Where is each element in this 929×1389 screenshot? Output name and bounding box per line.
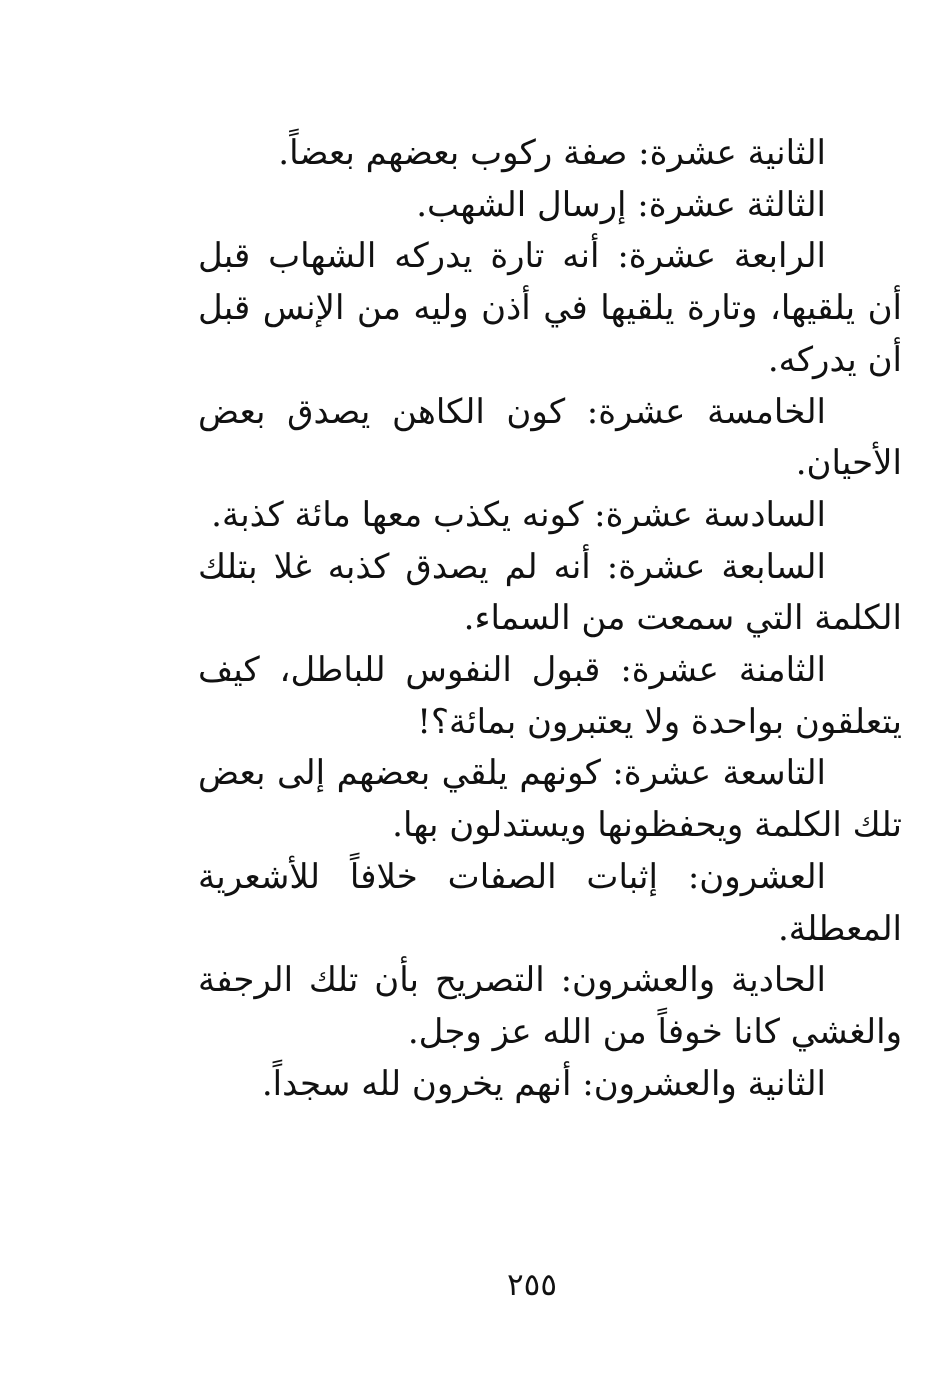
paragraph-3: الرابعة عشرة: أنه تارة يدركه الشهاب قبل أن يلقيها، وتارة يلقيها في أذن وليه من الإنس قبل أن يدركه. [198, 236, 902, 380]
page-number: ٢٥٥ [507, 1267, 557, 1303]
paragraph-10: الحادية والعشرون: التصريح بأن تلك الرجفة والغشي كانا خوفاً من الله عز وجل. [198, 960, 902, 1052]
paragraph-11: الثانية والعشرون: أنهم يخرون لله سجداً. [261, 1063, 826, 1104]
paragraph-1: الثانية عشرة: صفة ركوب بعضهم بعضاً. [278, 133, 826, 173]
paragraph-8: التاسعة عشرة: كونهم يلقي بعضهم إلى بعض تلك الكلمة ويحفظونها ويستدلون بها. [198, 753, 902, 846]
paragraph-7: الثامنة عشرة: قبول النفوس للباطل، كيف يتعلقون بواحدة ولا يعتبرون بمائة؟! [198, 650, 902, 742]
main-text [198, 128, 902, 1110]
paragraph-9: العشرون: إثبات الصفات خلافاً للأشعرية المعطلة. [198, 856, 902, 949]
paragraph-4: الخامسة عشرة: كون الكاهن يصدق بعض الأحيان. [198, 391, 902, 484]
paragraph-6: السابعة عشرة: أنه لم يصدق كذبه غلا بتلك الكلمة التي سمعت من السماء. [198, 546, 902, 639]
paragraph-2: الثالثة عشرة: إرسال الشهب. [416, 184, 826, 225]
paragraph-5: السادسة عشرة: كونه يكذب معها مائة كذبة. [211, 494, 826, 535]
